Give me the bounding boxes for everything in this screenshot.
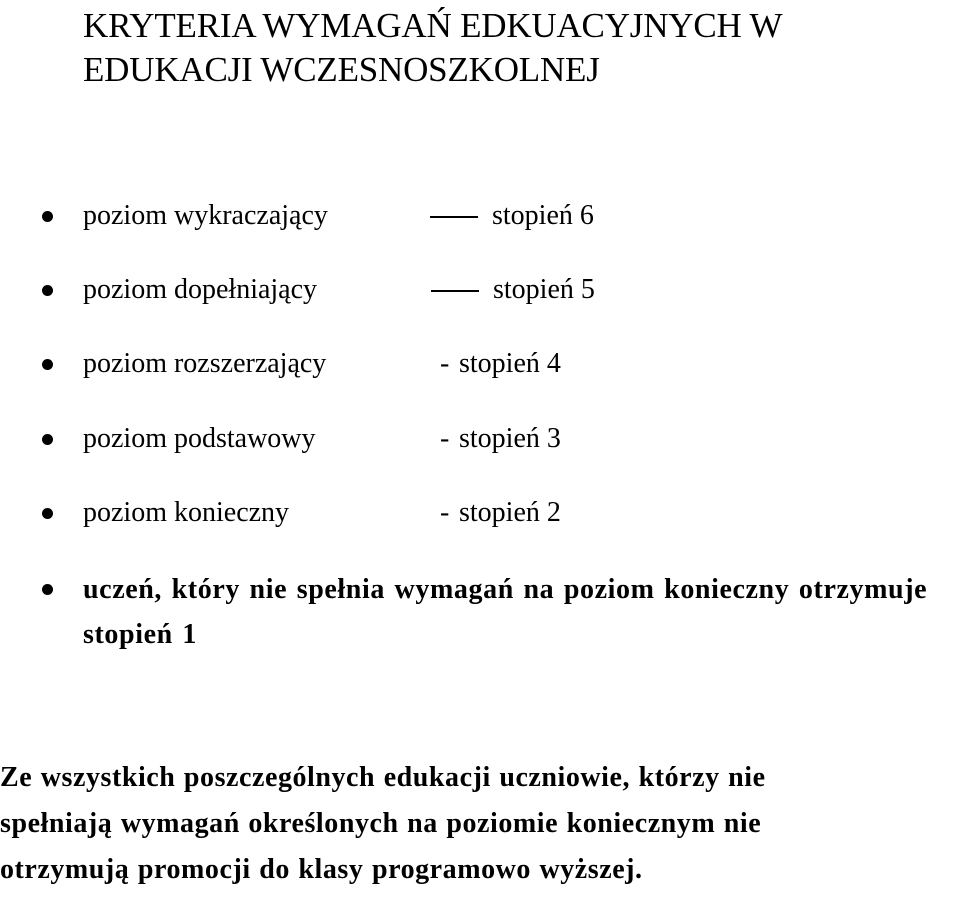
dash-separator	[430, 216, 478, 218]
promotion-note	[0, 755, 958, 893]
separator: -	[440, 423, 450, 454]
level-name: poziom podstawowy	[83, 423, 316, 454]
grade-value: stopień 3	[459, 423, 561, 454]
dash-separator	[431, 290, 479, 292]
level-name: poziom wykraczający	[83, 200, 328, 231]
bullet-icon	[42, 434, 53, 445]
failing-student-text: uczeń, który nie spełnia wymagań na poziom konieczny otrzymuje stopień 1	[83, 574, 928, 650]
list-item-level-6	[0, 198, 700, 234]
bullet-icon	[42, 584, 53, 595]
note-line-1: Ze wszystkich poszczególnych edukacji uczniowie, którzy nie	[0, 762, 766, 793]
list-item-level-2	[0, 495, 700, 531]
title-line-1: KRYTERIA WYMAGAŃ EDKUACYJNYCH W	[83, 6, 783, 45]
bullet-icon	[42, 508, 53, 519]
grade-value: stopień 4	[459, 348, 561, 379]
list-item-level-3	[0, 421, 700, 457]
document-title	[83, 4, 958, 92]
note-line-3: otrzymują promocji do klasy programowo wyższej.	[0, 854, 643, 885]
level-name: poziom rozszerzający	[83, 348, 327, 379]
bullet-icon	[42, 359, 53, 370]
grade-value: stopień 2	[459, 497, 561, 528]
level-name: poziom dopełniający	[83, 274, 318, 305]
grade-value: stopień 6	[492, 200, 594, 231]
grade-value: stopień 5	[493, 274, 595, 305]
bullet-icon	[42, 211, 53, 222]
separator: -	[440, 348, 450, 379]
list-item-level-4	[0, 346, 700, 382]
note-line-2: spełniają wymagań określonych na poziomie koniecznym nie	[0, 808, 762, 839]
title-line-2: EDUKACJI WCZESNOSZKOLNEJ	[83, 50, 600, 89]
level-name: poziom konieczny	[83, 497, 290, 528]
list-item-level-5	[0, 272, 700, 308]
bullet-icon	[42, 285, 53, 296]
separator: -	[440, 497, 450, 528]
